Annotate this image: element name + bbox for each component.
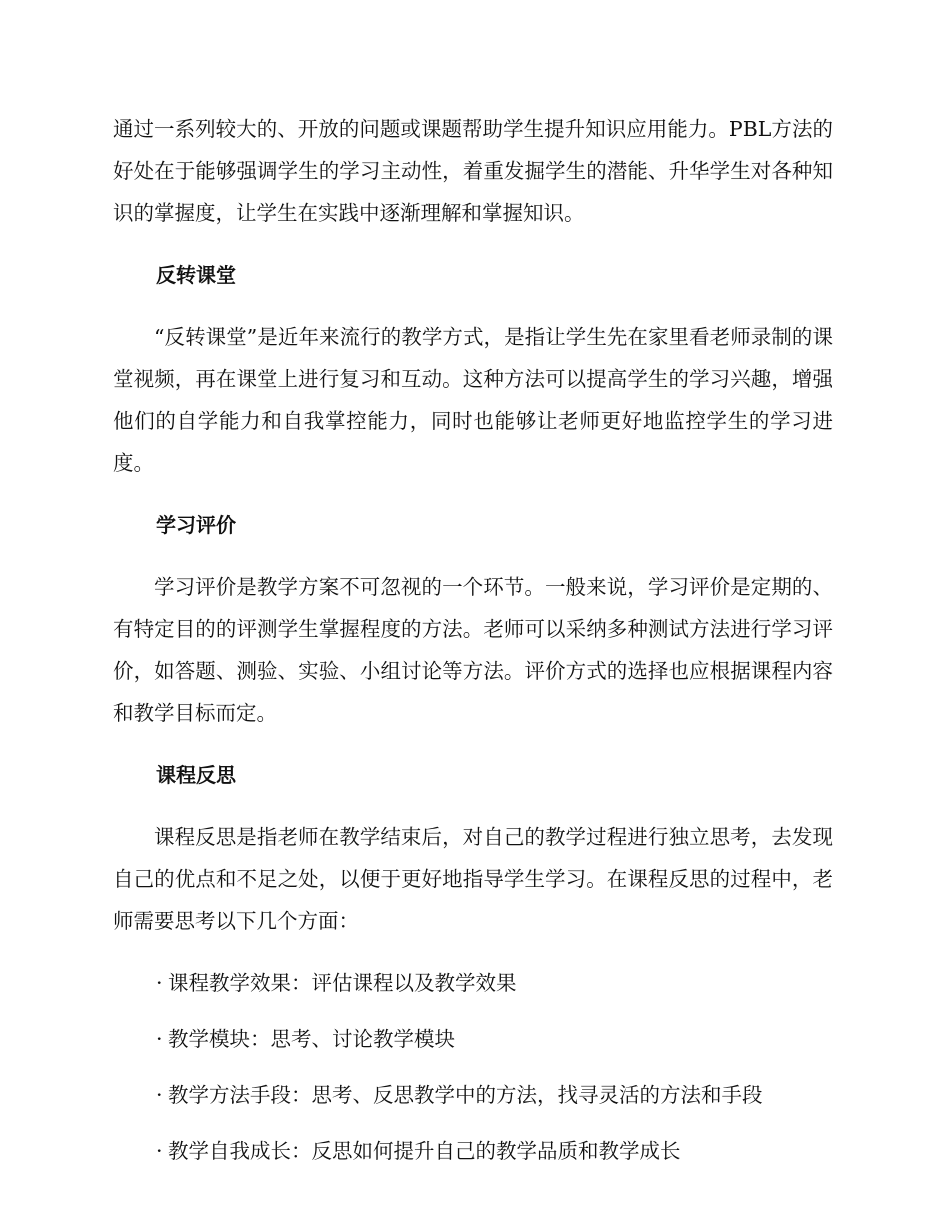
list-item-text: 教学方法手段：思考、反思教学中的方法，找寻灵活的方法和手段 <box>168 1083 763 1107</box>
list-item <box>156 1018 833 1060</box>
section-heading-course-reflection: 课程反思 <box>156 763 236 787</box>
list-item-text: 课程教学效果：评估课程以及教学效果 <box>168 971 517 995</box>
bullet-dot: · <box>156 1083 163 1107</box>
list-item <box>156 1130 833 1172</box>
list-item-text: 教学自我成长：反思如何提升自己的教学品质和教学成长 <box>168 1139 681 1163</box>
intro-paragraph: 通过一系列较大的、开放的问题或课题帮助学生提升知识应用能力。PBL方法的好处在于能够强调学生的学习主动性，着重发掘学生的潜能、升华学生对各种知识的掌握度，让学生在实践中逐渐理解和掌握知识。 <box>113 117 833 225</box>
list-item <box>156 962 833 1004</box>
reflection-bullet-list <box>113 962 833 1172</box>
list-item-text: 教学模块：思考、讨论教学模块 <box>168 1027 455 1051</box>
section-heading-learning-evaluation: 学习评价 <box>156 513 236 537</box>
section-body-learning-evaluation: 学习评价是教学方案不可忽视的一个环节。一般来说，学习评价是定期的、有特定目的的评测学生掌握程度的方法。老师可以采纳多种测试方法进行学习评价，如答题、测验、实验、小组讨论等方法。评价方式的选择也应根据课程内容和教学目标而定。 <box>113 575 833 725</box>
list-item <box>156 1074 833 1116</box>
section-body-flipped-classroom: “反转课堂”是近年来流行的教学方式，是指让学生先在家里看老师录制的课堂视频，再在课堂上进行复习和互动。这种方法可以提高学生的学习兴趣，增强他们的自学能力和自我掌控能力，同时也能够让老师更好地监控学生的学习进度。 <box>113 325 833 475</box>
section-body-course-reflection: 课程反思是指老师在教学结束后，对自己的教学过程进行独立思考，去发现自己的优点和不足之处，以便于更好地指导学生学习。在课程反思的过程中，老师需要思考以下几个方面： <box>113 825 833 933</box>
bullet-dot: · <box>156 1139 163 1163</box>
bullet-dot: · <box>156 971 163 995</box>
document-body <box>113 108 833 1186</box>
bullet-dot: · <box>156 1027 163 1051</box>
section-heading-flipped-classroom: 反转课堂 <box>156 263 236 287</box>
